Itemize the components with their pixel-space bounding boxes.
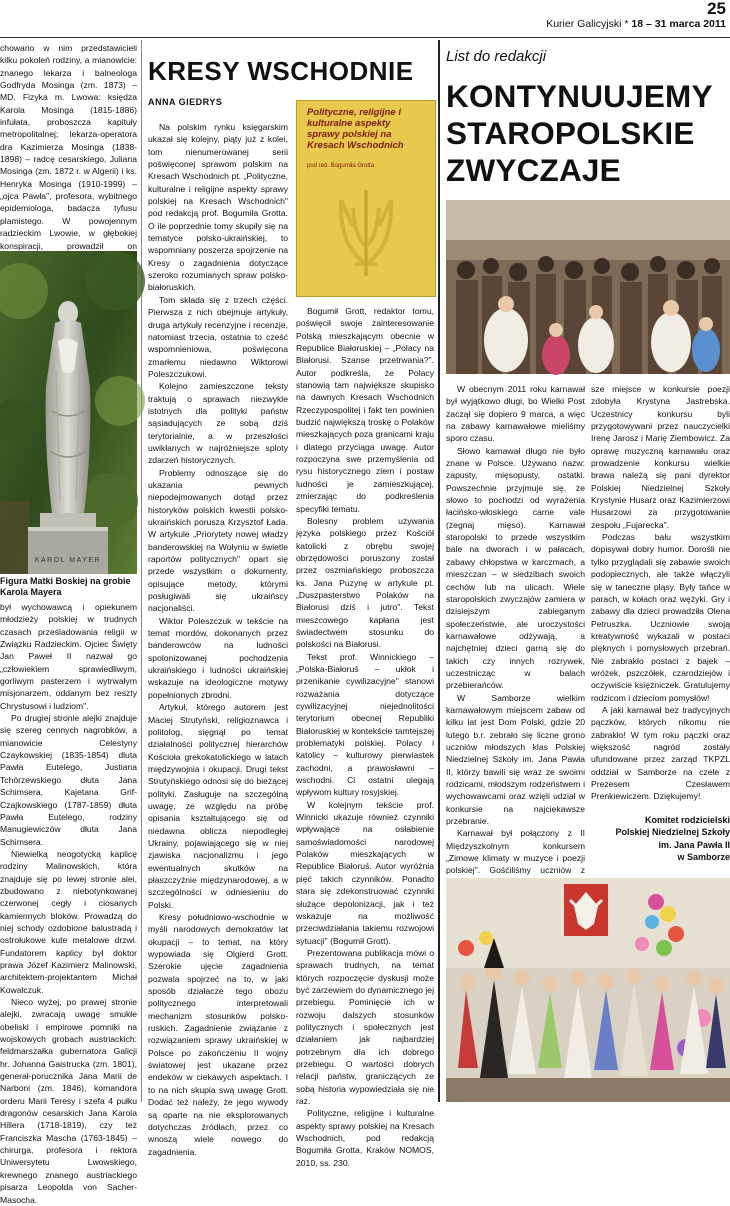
book-cover (296, 100, 436, 297)
paper-name: Kurier Galicyjski (546, 18, 622, 30)
eagle-emblem (564, 884, 608, 936)
paragraph: sze miejsce w konkursie poezji zdobyła Krystyna Jastrebska. Uczestnicy konkursu byli przygotowywani przez nauczycielki Irenę Jarosz i Marię Ziembowicz. Za oprawę muzyczną karnawału oraz prowadzenie konkursu wielkie brawa należą się pani dyrektor Polskiej Niedzielnej Szkoły Krystynie Husarz oraz Kazimierzowi Husarzowi za przygotowanie zespołu „Fujarecka". (591, 384, 730, 530)
kresy-col-b (296, 305, 434, 1168)
paragraph: Prezentowana publikacja mówi o sprawach trudnych, na temat których rozpoczęcie dyskusji może być zarzewiem do dynamicznego jej przebiegu. Pominięcie ich w rozwoju dalszych stosunków politycznych i społecznych jest działaniem jak najbardziej potrzebnym dla ich dobrego przebiegu. O wartości dobrych relacji państw, graniczących ze sobą historia wypowiedziała się nie raz. (296, 947, 434, 1106)
paragraph: W obecnym 2011 roku karnawał był wyjątkowo długi, bo Wielki Post zaczął się dopiero 9 marca, a więc na zabawy karnawałowe mieliśmy sporo czasu. (446, 384, 585, 444)
title-line: KONTYNUUJEMY (446, 78, 713, 114)
signature-line: w Samborze (677, 852, 730, 863)
book-editor: pod red. Bogumiła Grotta (307, 163, 375, 169)
paragraph: W kolejnym tekście prof. Winnicki ukazuje również czynniki wpływające na osłabienie samoświadomości narodowej Polaków mieszkających w Republice Białoruś. Autor wyróżnia pięć takich czynników. Ponadto stara się zdekonstruować czynniki służące depolonizacji, jak i też wskazuje na możliwość przeciwdziałania takiemu rozwojowi sytuacji" (Bogumił Grott). (296, 799, 434, 946)
section-kicker: List do redakcji (446, 48, 547, 65)
signature-line: im. Jana Pawła II (658, 839, 730, 850)
signature (591, 814, 730, 863)
header-separator: * (624, 18, 629, 30)
paragraph: Karnawał był połączony z II Międzyszkolnym konkursem „Zimowe klimaty w muzyce i poezji polskiej". Gośćiliśmy uczniów z (446, 828, 585, 876)
paragraph: Tom składa się z trzech części. Pierwsza z nich obejmuje artykuły, druga artykuły recenzyjne i recenzje, natomiast trzecia, ostatnia to cześć wspomnieniowa, poświęcona zmarłemu niedawno Wiktorowi Poleszczukowi. (148, 294, 288, 379)
article-title (446, 78, 728, 189)
signature-line: Polskiej Niedzielnej Szkoły (615, 827, 730, 838)
children-photo (446, 878, 730, 1102)
paragraph: A jaki karnawał bez tradycyjnych pączków, których nikomu nie zabrakło! W tym roku pączki oraz większość nagród zostały ufundowane przez zarząd TKPZL oddział w Samborze na czele z Prezesem Czesławem Prenkiewiczem. Dziękujemy! (591, 704, 730, 802)
paragraph: Kresy południowo-wschodnie w myśli narodowych demokratów lat okupacji – to temat, na który wypowiada się Olgierd Grott. Szerokie ujęcie zagadnienia pozwala spojrzeć na to, w jaki sposób działacze tego obozu politycznego interpretowali mechanizm stosunków polsko-ruskich. Zagadnienie związanie z rozwiązaniem sprawy ukraińskiej w Polsce po zakończeniu II wojny światowej jest ukazane przez endeków w ciekawych aspektach. I to na nich skupia swą uwagę Grott. Dodać też należy, że jego wywody są oparte na nie eksplorowanych dotychczas źródłach, przez co wnoszą wiele nowego do zagadnienia. (148, 912, 288, 1157)
left-col-top (0, 42, 137, 251)
page-number: 25 (707, 0, 726, 18)
title-line: ZWYCZAJE (446, 152, 621, 188)
paragraph: Artykuł, którego autorem jest Maciej Strutyński, religioznawca i politolog, sięgnął po temat działalności politycznej hierarchów Kościoła grekokatolickiego w latach międzywojnia i okupacji. Drugi tekst Strutyńskiego odnosi się do bieżącej polityki. Zasługuje na szczególną uwagę, ze względu na próbę opisania kształtującego się od niedawna oblicza niepodległej Ukrainy, pojawiającego się w niej zjawiska nacjonalizmu i jego ewentualnych skutków na płaszczyźnie międzynarodowej, a w szczególności w odniesieniu do Polski. (148, 702, 288, 910)
byline: ANNA GIEDRYS (148, 97, 223, 107)
paragraph: Słowo karnawał długo nie było znane w Polsce. Używano nazw: zapusty, mięsopusty, ostatki. Powszechnie przyjmuje się, że słowo to pochodzi od wyrażenia łacińsko-włoskiego carne vale (żegnaj mięso). Karnawał staropolski to przede wszystkim bale na dworach i w pałacach, zabawy chłopstwa w karczmach, a mieszczan – w siedzibach swoich cechów lub na ulicach. Wiele staropolskich zwyczajów zamiera w dzisiejszym zabieganym społeczeństwie, ale uroczystości karnawałowe odżywają, a najchętniej dzieci garną się do takich czy innych rozrywek, uczestnicząc w balach przebierańców. (446, 445, 585, 691)
photo-caption: Figura Matki Boskiej na grobie Karola Mayera (0, 576, 131, 597)
left-col-bottom (0, 601, 137, 1205)
paragraph: chowano w nim przedstawicieli kilku pokoleń rodziny, a mianowicie: znanego lekarza i balneologa Godfryda Mosinga (zm. 1873) – MD. Fizyka m. Lwowa: księdza Karola Mosinga (1815-1886) infułata, proboszcza kapituły metropolitalnej; lekarza-operatora dra Kazimierza Mosinga (1838-1898) – radcę cesarskiego, Juliana Mosinga (zm. 1872 r. w Algerii) i ks. Henryka Mosinga (1910-1999) – „ojca Pawła", profesora, wybitnego epidemiologa, badacza tyfusu plamistego. W powojennym radzieckim Lwowie, w głębokiej konspiracji, prowadził on (0, 43, 137, 251)
letter-col-a (446, 383, 585, 876)
header-rule (0, 37, 730, 38)
column-rule (141, 40, 142, 1102)
trident-emblem (333, 186, 399, 282)
paragraph: Na polskim rynku księgarskim ukazał się kolejny, piąty już z kolei, tom nienumerowanej serii poświęconej sprawom polskim na Kresach Wschodnich pt. „Polityczne, kulturalne i religijne aspekty sprawy polskiej na Kresach Wschodnich" pod redakcją prof. Bogumiła Grotta. O ile poprzednie tomy skupiły się na tematyce polsko-ukraińskiej, to wspomniany poszerza spojrzenie na Kresy o zagadnienia dotyczące szeroko rozumianych spraw polsko-białoruskich. (148, 122, 288, 293)
paragraph: był wychowawcą i opiekunem młodzieży polskiej w trudnych czasach prześladowania religii w Związku Radzieckim. Ojciec Święty Jan Paweł II nazwał go „człowiekiem sprawiedliwym, gorliwym pasterzem i wytrwałym misjonarzem, oddanym bez reszty Chrystusowi i ludziom". (0, 602, 137, 711)
letter-col-b (591, 383, 730, 813)
issue-date: 18 – 31 marca 2011 (631, 18, 726, 30)
paragraph: Polityczne, religijne i kulturalne aspekty sprawy polskiej na Kresach Wschodnich, pod redakcją Bogumiła Grotta, Kraków NOMOS, 2010, ss. 230. (296, 1108, 434, 1168)
kresy-col-a (148, 121, 288, 1157)
paragraph: Kolejno zamieszczone teksty traktują o sprawach niezwykle istotnych dla polityki państw sąsiadujących ze sobą dziś terytorialnie, a w przeszłości uwikłanych w najróżniejsze sploty zdarzeń historycznych. (148, 381, 288, 466)
article-title: KRESY WSCHODNIE (148, 56, 414, 86)
title-line: STAROPOLSKIE (446, 115, 695, 151)
paragraph: Wiktor Poleszczuk w tekście na temat mordów, dokonanych przez banderowców na ludności spolonizowanej pochodzenia ukraińskiego i ludności ukraińskiej wskazuje na ideologiczne motywy popełnionych zbrodni. (148, 615, 288, 700)
paragraph: W Samborze wielkim karnawałowym miejscem zabaw od kilku lat jest Dom Polski, gdzie 20 lutego b.r. zebrało się liczne grono uczniów młodszych klas Polskiej Niedzielnej Szkoły im. Jana Pawła II, którzy bawili się wraz ze swoimi rodzicami, młodszym rodzeństwem i wychowawcami oraz wzięli udział w konkursie na najciekawsze przebranie. (446, 692, 585, 827)
paragraph: Nieco wyżej, po prawej stronie alejki, zwracają uwagę smukłe obeliski i empirowe pomniki na wojskowych grobach austriackich: feldmarszałka gubernatora Galicji hr. Johanna Gaistrucka (zm. 1801), generał-porucznika Jana Marii de Narboni (zm. 1846), komandora orderu Marii Teresy i szefa 4 pułku dragonów cesarskich Jana Karola Hillera (1718-1819), czy też Franciszka Mascha (1763-1845) – chirurga, profesora i rektora Uniwersytetu Lwowskiego, krewnego znanego austriackiego pisarza Leopolda von Sacher-Masocha. (0, 997, 137, 1205)
signature-line: Komitet rodzicielski (644, 815, 730, 825)
statue-photo (0, 251, 137, 574)
paragraph: Po drugiej stronie alejki znajduje się szereg cennych nagrobków, a mianowicie Celestyny Czaykowskiej (1835-1854) dluta Pawła Eutelego, Justiana Tchórzewskiego dłuta Jana Schimsera, Kajetana Grif-Czajkowskiego (1787-1859) dłuta Pawła Eutelego, rodziny Manugiewiczów dłuta Jana Schimsera. (0, 713, 137, 847)
paragraph: Bolesny problem używania języka polskiego przez Kościół katolicki z obrębu swojej obrzędowości poruszony został przez oszmiańskiego proboszcza ks. Jana Puzynę w artykule pt. „Duszpasterstwo Polaków na Białorusi dziś i jutro". Tekst mieszcowego kapłana jest świadectwem stosunku do polskości na Białorusi. (296, 515, 434, 650)
paragraph: Bogumił Grott, redaktor tomu, poświęcił swoje zainteresowanie Polską mieszkającym obecnie w Republice Białoruskiej – „Polacy na Białorusi. Szanse przetrwania?". Autor podkreśla, że Polacy stanowią tam największe skupisko na dawnych Kresach Wschodnich Rzeczypospolitej i fakt ten powinien budzić największą troskę o Polaków mieszkających poza granicami kraju i dlatego przyciąga uwagę. Autor rozpoczyna swe przemyślenia od rysu historycznego ziem i postaw ludności je zamieszkującej, zmierzając do podkreślenia specyfiki tematu. (296, 306, 434, 514)
statue-inscription: KAROL MAYER (34, 557, 102, 564)
paragraph: Problemy odnoszące się do ukazania pewnych niepodejmowanych dotąd przez historyków polskich kwestii polsko-ukraińskich porusza Krzysztof Łada. W artykule „Priorytety nowej władzy banderowskiej na Wołyniu w świetle raportów politycznych" opart się przede wszystkim o dokumenty, opisujące metody, którymi posługiwali się ukraińscy nacjonaliści. (148, 467, 288, 614)
paragraph: Podczas balu wszystkim dopisywał dobry humor. Dorośli nie tylko przyglądali się zabawie swoich podopiecznych, ale także włączyli się w taneczne pląsy. Były tańce w parach, w kołach oraz wężyki. Gry i zabawy dla dzieci prowadziła Olena Petruszka. Uczniowie swoją kreatywność wykazali w postaci pięknych i pomysłowych przebrań. Nie zabrakło postaci z bajek – wróżek, pszczółek, czarodziejów i oczywiście księżniczek. Gratulujemy rodzicom i dzieciom pomysłów! (591, 532, 730, 703)
column-rule (438, 40, 440, 1102)
paragraph: Niewielką neogotycką kaplicę rodziny Malinowskich, która znajduje się po lewej stronie alei, zbudowano z niebotynkowanej czerwonej cegły i ciosanych kamiennych bloków. Prowadzą do niej schody ozdobione balustradą i ostrołukowe kute metalowe drzwi. Fundatorem kaplicy był doktor prawa Józef Kazimierz Malinowski, architektem-projektantem Michał Kowalczuk. (0, 848, 137, 995)
book-title: Polityczne, religijne i kulturalne aspekty sprawy polskiej na Kresach Wschodnich (307, 107, 404, 151)
paragraph: Tekst prof. Winnickiego – „Polska-Białoruś – ukłok i przenikanie cywilizacyjne" stanowi rozważania dotyczące cywilizacyjnej niejednolitości terytorium obecnej Republiki Białoruskiej w kontekście tamtejszej problematyki polskiej. Polacy i katolicy – kulturowy pierwiastek zachodni, a prawosławni – wschodni. Ci ostatni ulegają wpływom kultury rosyjskiej. (296, 651, 434, 798)
running-header (546, 18, 726, 31)
carnival-photo (446, 200, 730, 374)
